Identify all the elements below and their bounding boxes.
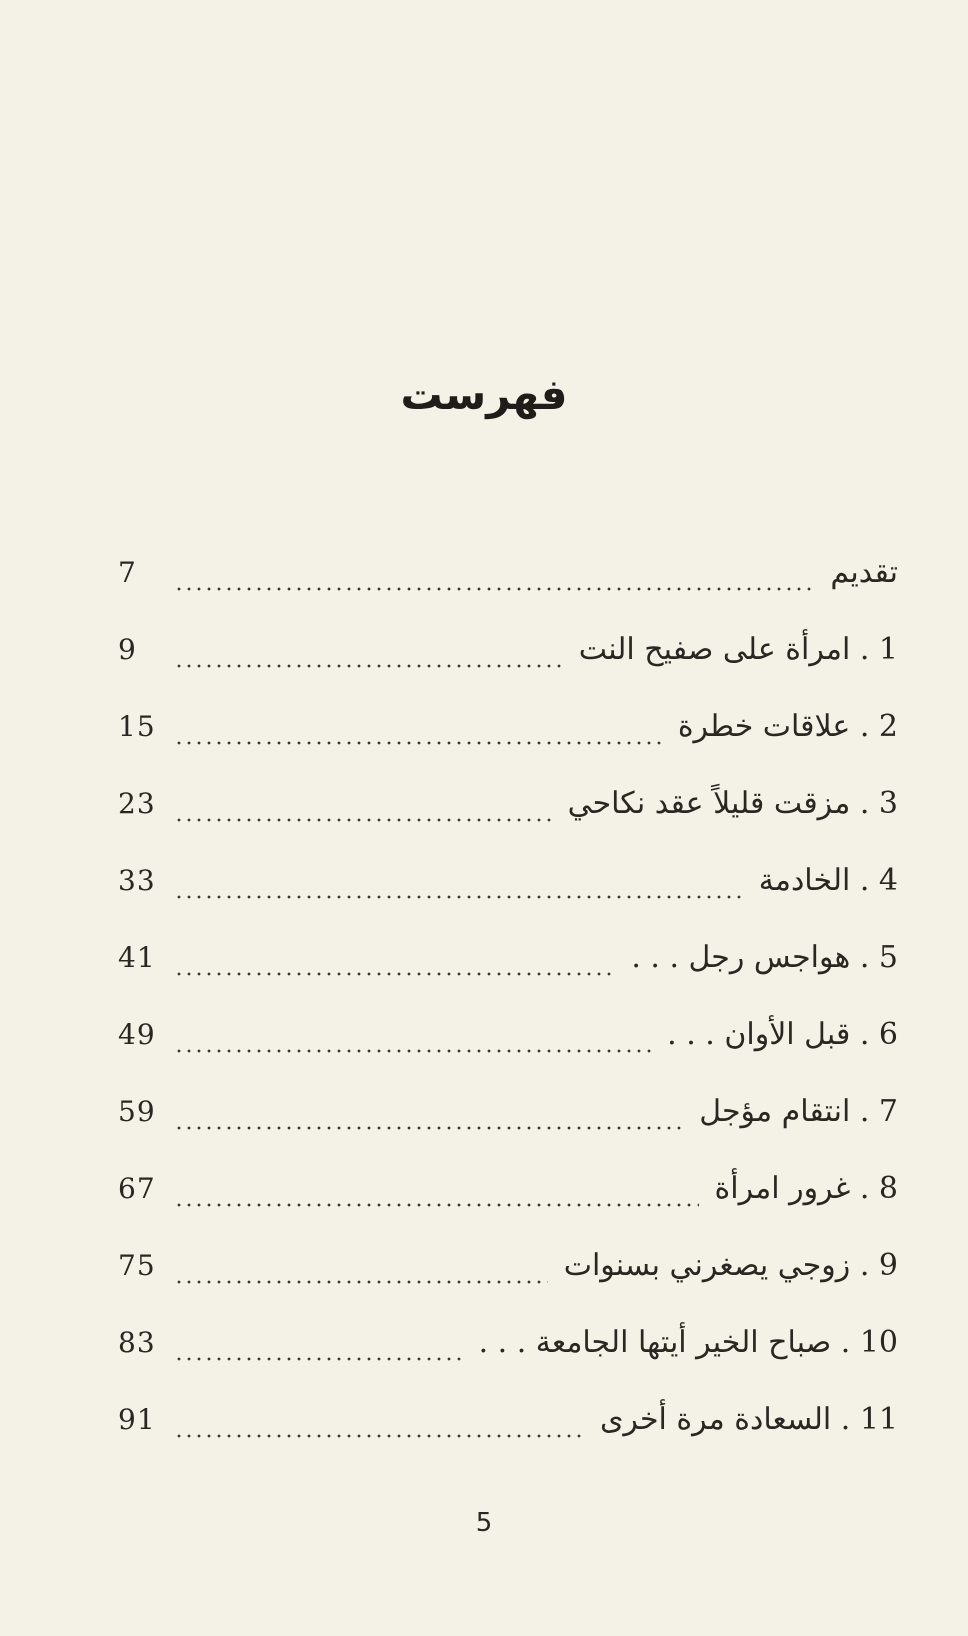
- toc-entry-page: 83: [118, 1326, 156, 1359]
- page-number: 5: [475, 1508, 493, 1538]
- toc-entry-page: 49: [118, 1018, 156, 1051]
- toc-entry-title: 6 . قبل الأوان . . .: [667, 1017, 898, 1052]
- toc-entry-page: 9: [118, 633, 137, 666]
- toc-entry-page: 91: [118, 1403, 156, 1436]
- toc-entry-page: 33: [118, 864, 156, 897]
- toc-entry-title: 11 . السعادة مرة أخرى: [599, 1402, 898, 1437]
- toc-entry: [118, 625, 898, 675]
- dot-leader: [174, 1087, 683, 1137]
- toc-entry: [118, 1164, 898, 1214]
- dot-leader: [174, 625, 563, 675]
- dot-leader: [174, 779, 552, 829]
- page-title: فهرست: [400, 370, 568, 419]
- toc-entry-title: 3 . مزقت قليلاً عقد نكاحي: [567, 786, 898, 821]
- toc-entry-title: 8 . غرور امرأة: [714, 1171, 898, 1206]
- toc-entry: [118, 1395, 898, 1445]
- toc-entry-title: 7 . انتقام مؤجل: [699, 1094, 898, 1129]
- toc-entry-page: 67: [118, 1172, 156, 1205]
- toc-entry: [118, 1241, 898, 1291]
- toc-entry-title: 10 . صباح الخير أيتها الجامعة . . .: [478, 1325, 898, 1360]
- dot-leader: [174, 1164, 699, 1214]
- dot-leader: [174, 933, 615, 983]
- toc-entry: [118, 856, 898, 906]
- toc-entry: [118, 933, 898, 983]
- dot-leader: [174, 856, 743, 906]
- toc-entry-title: 5 . هواجس رجل . . .: [631, 940, 898, 975]
- toc-entry-page: 7: [118, 556, 137, 589]
- toc-entry: [118, 702, 898, 752]
- toc-entry: [118, 779, 898, 829]
- toc-entry: [118, 1087, 898, 1137]
- dot-leader: [174, 1010, 651, 1060]
- dot-leader: [174, 1395, 584, 1445]
- toc-entry-page: 15: [118, 710, 156, 743]
- toc-entry: [118, 548, 898, 598]
- toc-entry-title: تقديم: [830, 555, 898, 590]
- toc-entry-title: 2 . علاقات خطرة: [677, 709, 898, 744]
- dot-leader: [174, 548, 814, 598]
- toc-entry-page: 75: [118, 1249, 156, 1282]
- toc-entry: [118, 1010, 898, 1060]
- toc-entry-title: 4 . الخادمة: [758, 863, 898, 898]
- toc-entry-page: 59: [118, 1095, 156, 1128]
- toc-entry-title: 1 . امرأة على صفيح النت: [578, 632, 898, 667]
- toc-entry: [118, 1318, 898, 1368]
- dot-leader: [174, 702, 662, 752]
- toc-entry-title: 9 . زوجي يصغرني بسنوات: [563, 1248, 898, 1283]
- toc-entry-page: 23: [118, 787, 156, 820]
- dot-leader: [174, 1318, 463, 1368]
- dot-leader: [174, 1241, 548, 1291]
- toc-entry-page: 41: [118, 941, 156, 974]
